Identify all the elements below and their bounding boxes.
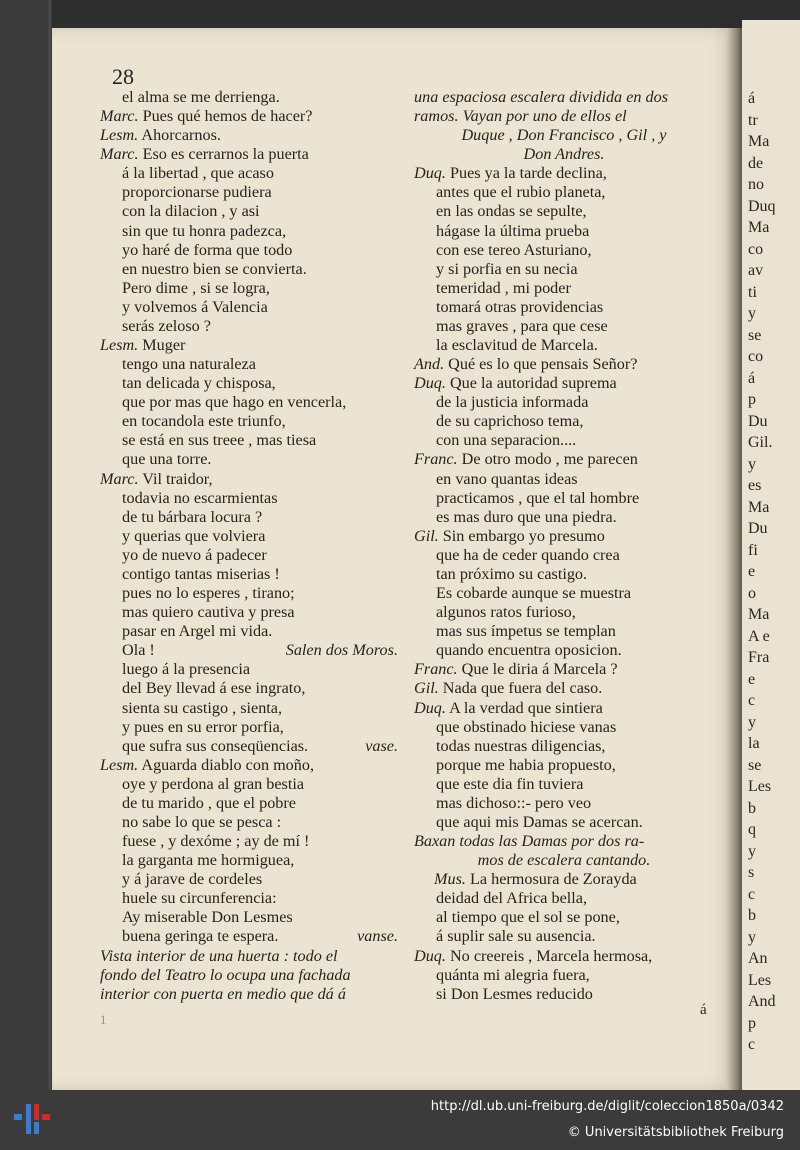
line-text: á la libertad , que acaso bbox=[122, 164, 274, 183]
line-text: que por mas que hago en vencerla, bbox=[122, 393, 347, 412]
line-text: Que la autoridad suprema bbox=[449, 374, 617, 393]
line-text: tomará otras providencias bbox=[436, 297, 604, 316]
line-text: porque me habia propuesto, bbox=[436, 755, 616, 774]
text-line bbox=[100, 336, 400, 355]
line-text: no sabe lo que se pesca : bbox=[122, 812, 282, 831]
stage-direction: vanse. bbox=[357, 927, 398, 946]
line-text: practicamos , que el tal hombre bbox=[436, 488, 640, 507]
next-page-fragment: c bbox=[748, 692, 756, 709]
text-line bbox=[414, 737, 714, 756]
line-text: deidad del Africa bella, bbox=[436, 889, 588, 908]
next-page-fragment: p bbox=[748, 391, 756, 408]
text-line bbox=[414, 260, 714, 279]
next-page-fragment: b bbox=[748, 907, 756, 924]
line-text: todas nuestras diligencias, bbox=[436, 736, 606, 755]
next-page-fragment: Gil. bbox=[748, 434, 773, 451]
line-text: Vil traidor, bbox=[142, 469, 213, 488]
line-text: con una separacion.... bbox=[436, 431, 577, 450]
text-line bbox=[414, 699, 714, 718]
line-text: No creereis , Marcela hermosa, bbox=[449, 946, 653, 965]
line-text: huele su circunferencia: bbox=[122, 889, 277, 908]
next-page-fragment: co bbox=[748, 240, 764, 258]
line-text: en las ondas se sepulte, bbox=[436, 202, 587, 221]
line-text: á suplir sale su ausencia. bbox=[436, 927, 596, 946]
text-line bbox=[100, 966, 400, 985]
next-page-fragment: Ma bbox=[748, 606, 770, 623]
line-text: en nuestro bien se convierta. bbox=[122, 259, 307, 278]
text-line bbox=[414, 298, 714, 317]
text-line bbox=[100, 298, 400, 317]
next-page-fragment: ti bbox=[748, 283, 757, 301]
line-text: mos de escalera cantando. bbox=[477, 851, 651, 870]
line-text: interior con puerta en medio que dá á bbox=[100, 984, 346, 1003]
bottom-mark: 1 bbox=[100, 1012, 107, 1027]
line-text: tengo una naturaleza bbox=[122, 355, 256, 374]
line-text: en tocandola este triunfo, bbox=[122, 412, 286, 431]
line-text: mas sus ímpetus se templan bbox=[436, 622, 616, 641]
line-text: contigo tantas miserias ! bbox=[122, 564, 280, 583]
line-text: sin que tu honra padezca, bbox=[122, 221, 287, 240]
text-line bbox=[100, 450, 400, 469]
text-line bbox=[414, 832, 714, 851]
next-page-fragment: Ma bbox=[748, 219, 770, 236]
text-line bbox=[414, 107, 714, 126]
next-page-fragment: se bbox=[748, 326, 762, 344]
line-text: Es cobarde aunque se muestra bbox=[436, 584, 632, 603]
library-logo-icon bbox=[12, 1100, 52, 1140]
next-page-edge bbox=[742, 20, 800, 1090]
viewer-footer bbox=[0, 1090, 800, 1150]
text-line bbox=[414, 450, 714, 469]
text-line bbox=[414, 355, 714, 374]
text-line bbox=[414, 183, 714, 202]
line-text: antes que el rubio planeta, bbox=[436, 183, 606, 202]
next-page-fragment: y bbox=[748, 305, 756, 322]
line-text: mas quiero cautiva y presa bbox=[122, 603, 295, 622]
text-line bbox=[100, 374, 400, 393]
text-line bbox=[414, 603, 714, 622]
line-text: y volvemos á Valencia bbox=[122, 297, 268, 316]
text-line bbox=[414, 546, 714, 565]
next-page-fragment: y bbox=[748, 455, 756, 473]
line-text: se está en sus treee , mas tiesa bbox=[122, 431, 317, 450]
line-text: Baxan todas las Damas por dos ra- bbox=[414, 832, 645, 851]
line-text: Que le diria á Marcela ? bbox=[461, 660, 618, 679]
text-line bbox=[100, 775, 400, 794]
text-line bbox=[100, 183, 400, 202]
text-line bbox=[100, 851, 400, 870]
line-text: La hermosura de Zorayda bbox=[469, 870, 637, 889]
line-text: una espaciosa escalera dividida en dos bbox=[414, 88, 669, 106]
text-line bbox=[100, 527, 400, 546]
text-line bbox=[414, 927, 714, 946]
text-line bbox=[414, 660, 714, 679]
line-text: mas dichoso::- pero veo bbox=[436, 793, 592, 812]
line-text: yo de nuevo á padecer bbox=[122, 545, 267, 564]
line-text: es mas duro que una piedra. bbox=[436, 507, 617, 526]
text-line bbox=[100, 489, 400, 508]
text-line bbox=[100, 889, 400, 908]
page-number: 28 bbox=[112, 64, 134, 89]
line-text: que obstinado hiciese vanas bbox=[436, 717, 617, 736]
next-page-fragment: p bbox=[748, 1014, 756, 1032]
line-text: con ese tereo Asturiano, bbox=[436, 240, 592, 259]
text-line bbox=[414, 565, 714, 584]
text-line bbox=[100, 393, 400, 412]
line-text: todavia no escarmientas bbox=[122, 488, 278, 507]
text-line bbox=[100, 546, 400, 565]
line-text: pasar en Argel mi vida. bbox=[122, 622, 273, 641]
text-line bbox=[414, 908, 714, 927]
line-text: con la dilacion , y asi bbox=[122, 202, 260, 221]
speaker-label: Marc. bbox=[100, 145, 139, 164]
next-page-fragment: la bbox=[748, 735, 760, 752]
line-text: oye y perdona al gran bestia bbox=[122, 774, 305, 793]
speaker-label: Gil. bbox=[414, 526, 439, 545]
text-line bbox=[100, 317, 400, 336]
text-line bbox=[100, 222, 400, 241]
next-page-fragment: es bbox=[748, 477, 762, 494]
text-line bbox=[100, 470, 400, 489]
text-line bbox=[100, 145, 400, 164]
next-page-fragment: y bbox=[748, 928, 756, 946]
line-text: fondo del Teatro lo ocupa una fachada bbox=[100, 965, 351, 984]
text-line bbox=[100, 756, 400, 775]
next-page-fragment: o bbox=[748, 584, 756, 602]
text-line bbox=[100, 88, 400, 107]
line-text: proporcionarse pudiera bbox=[122, 183, 272, 202]
text-line bbox=[414, 336, 714, 355]
line-text: Ahorcarnos. bbox=[141, 126, 221, 145]
text-line bbox=[100, 794, 400, 813]
text-line bbox=[100, 260, 400, 279]
text-line bbox=[414, 431, 714, 450]
text-line bbox=[414, 374, 714, 393]
speaker-label: Duq. bbox=[414, 374, 446, 393]
text-line bbox=[100, 660, 400, 679]
speaker-label: Duq. bbox=[414, 698, 446, 717]
line-text: algunos ratos furioso, bbox=[436, 603, 576, 622]
speaker-label: Duq. bbox=[414, 164, 446, 183]
text-line bbox=[100, 279, 400, 298]
line-text: tan delicada y chisposa, bbox=[122, 374, 276, 393]
text-line bbox=[100, 565, 400, 584]
text-line bbox=[100, 241, 400, 260]
next-page-fragment: de bbox=[748, 154, 764, 172]
next-page-fragment: tr bbox=[748, 111, 758, 129]
text-line bbox=[414, 527, 714, 546]
line-text: pues no lo esperes , tirano; bbox=[122, 584, 295, 603]
copyright-notice: © Universitätsbibliothek Freiburg bbox=[567, 1125, 784, 1140]
line-text: Pero dime , si se logra, bbox=[122, 278, 270, 297]
text-line bbox=[414, 985, 714, 1004]
text-line bbox=[100, 355, 400, 374]
text-line bbox=[414, 279, 714, 298]
line-text: sienta su castigo , sienta, bbox=[122, 698, 283, 717]
line-text: el alma se me derrienga. bbox=[122, 88, 280, 106]
text-line bbox=[414, 241, 714, 260]
text-line bbox=[414, 622, 714, 641]
text-line bbox=[414, 947, 714, 966]
text-line bbox=[414, 889, 714, 908]
text-line bbox=[414, 851, 714, 870]
text-line bbox=[100, 412, 400, 431]
line-text: que una torre. bbox=[122, 450, 212, 469]
text-line bbox=[100, 718, 400, 737]
text-line bbox=[414, 489, 714, 508]
next-page-fragment: y bbox=[748, 713, 756, 731]
text-line bbox=[100, 870, 400, 889]
speaker-label: Marc. bbox=[100, 469, 139, 488]
text-line bbox=[414, 393, 714, 412]
line-text: que ha de ceder quando crea bbox=[436, 545, 620, 564]
stage-direction: vase. bbox=[365, 736, 398, 755]
next-page-fragment: s bbox=[748, 864, 755, 881]
next-page-fragment: Duq bbox=[748, 197, 776, 215]
line-text: Ay miserable Don Lesmes bbox=[122, 908, 293, 927]
line-text: tan próximo su castigo. bbox=[436, 564, 588, 583]
text-line bbox=[414, 508, 714, 527]
text-line bbox=[414, 164, 714, 183]
next-page-fragment: Du bbox=[748, 520, 768, 537]
text-line bbox=[100, 126, 400, 145]
line-text: Duque , Don Francisco , Gil , y bbox=[461, 126, 667, 145]
next-page-fragment: Les bbox=[748, 971, 772, 989]
line-text: y pues en su error porfia, bbox=[122, 717, 284, 736]
line-text: la garganta me hormiguea, bbox=[122, 851, 295, 870]
speaker-label: Duq. bbox=[414, 946, 446, 965]
text-line bbox=[100, 679, 400, 698]
line-text: de tu marido , que el pobre bbox=[122, 793, 296, 812]
line-text: ramos. Vayan por uno de ellos el bbox=[414, 107, 627, 126]
line-text: buena geringa te espera. bbox=[122, 927, 279, 946]
next-page-fragment: Les bbox=[748, 778, 772, 795]
text-line bbox=[414, 88, 714, 107]
next-page-fragment: av bbox=[748, 262, 764, 279]
next-page-fragment: c bbox=[748, 885, 756, 903]
text-line bbox=[100, 431, 400, 450]
line-text: y á jarave de cordeles bbox=[122, 870, 263, 889]
line-text: Nada que fuera del caso. bbox=[442, 679, 603, 698]
text-line bbox=[414, 317, 714, 336]
line-text: luego á la presencia bbox=[122, 660, 251, 679]
line-text: la esclavitud de Marcela. bbox=[436, 336, 598, 355]
right-text-column bbox=[414, 88, 714, 1004]
text-line bbox=[414, 412, 714, 431]
next-page-fragment: no bbox=[748, 176, 764, 193]
text-line bbox=[414, 641, 714, 660]
text-line bbox=[414, 966, 714, 985]
text-line bbox=[414, 870, 714, 889]
line-text: Muger bbox=[142, 336, 186, 355]
next-page-fragment: And bbox=[748, 993, 776, 1010]
text-line bbox=[100, 737, 400, 756]
speaker-label: Gil. bbox=[414, 679, 439, 698]
text-line bbox=[414, 584, 714, 603]
speaker-label: Marc. bbox=[100, 107, 139, 126]
text-line bbox=[414, 679, 714, 698]
next-page-fragment: Ma bbox=[748, 498, 770, 516]
text-line bbox=[100, 641, 400, 660]
line-text: quando encuentra oposicion. bbox=[436, 641, 622, 660]
speaker-label: Franc. bbox=[414, 660, 458, 679]
next-page-fragment: e bbox=[748, 563, 756, 580]
text-line bbox=[414, 756, 714, 775]
text-line bbox=[414, 145, 714, 164]
next-page-fragment: Fra bbox=[748, 649, 770, 666]
line-text: Sin embargo yo presumo bbox=[442, 526, 605, 545]
text-line bbox=[414, 813, 714, 832]
speaker-label: And. bbox=[414, 355, 445, 374]
line-text: en vano quantas ideas bbox=[436, 469, 578, 488]
text-line bbox=[100, 832, 400, 851]
stage-direction: Salen dos Moros. bbox=[285, 641, 398, 660]
text-line bbox=[414, 718, 714, 737]
document-url-link[interactable]: http://dl.ub.uni-freiburg.de/diglit/coleccion1850a/0342 bbox=[430, 1099, 784, 1114]
line-text: y si porfia en su necia bbox=[436, 259, 578, 278]
line-text: yo haré de forma que todo bbox=[122, 240, 293, 259]
line-text: A la verdad que sintiera bbox=[449, 698, 603, 717]
line-text: de tu bárbara locura ? bbox=[122, 507, 263, 526]
line-text: que sufra sus conseqüencias. bbox=[122, 736, 309, 755]
line-text: Vista interior de una huerta : todo el bbox=[100, 946, 338, 965]
line-text: de su caprichoso tema, bbox=[436, 412, 584, 431]
speaker-label: Lesm. bbox=[100, 755, 139, 774]
next-page-fragment: An bbox=[748, 950, 768, 967]
text-line bbox=[100, 985, 400, 1004]
next-page-fragment: co bbox=[748, 348, 764, 365]
next-page-fragment: y bbox=[748, 842, 756, 860]
catchword: á bbox=[700, 1002, 707, 1018]
text-line bbox=[100, 947, 400, 966]
line-text: serás zeloso ? bbox=[122, 316, 211, 335]
text-line bbox=[100, 927, 400, 946]
text-line bbox=[100, 622, 400, 641]
next-page-fragment: b bbox=[748, 799, 756, 817]
text-line bbox=[414, 470, 714, 489]
text-line bbox=[100, 908, 400, 927]
line-text: Pues qué hemos de hacer? bbox=[142, 107, 313, 126]
line-text: Qué es lo que pensais Señor? bbox=[448, 355, 638, 374]
next-page-fragment: A e bbox=[748, 627, 770, 645]
text-line bbox=[100, 164, 400, 183]
text-line bbox=[414, 126, 714, 145]
line-text: Don Andres. bbox=[523, 145, 605, 164]
line-text: del Bey llevad á ese ingrato, bbox=[122, 679, 306, 698]
next-page-fragment: Ma bbox=[748, 133, 770, 150]
line-text: de la justicia informada bbox=[436, 393, 589, 412]
line-text: mas graves , para que cese bbox=[436, 316, 608, 335]
next-page-fragment: á bbox=[748, 369, 756, 387]
line-text: quánta mi alegria fuera, bbox=[436, 965, 590, 984]
line-text: hágase la última prueba bbox=[436, 221, 590, 240]
line-text: temeridad , mi poder bbox=[436, 278, 571, 297]
next-page-fragment: á bbox=[748, 90, 756, 107]
text-line bbox=[100, 202, 400, 221]
line-text: Ola ! bbox=[122, 641, 155, 660]
line-text: si Don Lesmes reducido bbox=[436, 984, 593, 1003]
next-page-fragment: se bbox=[748, 756, 762, 774]
speaker-label: Mus. bbox=[434, 870, 466, 889]
line-text: De otro modo , me parecen bbox=[461, 450, 638, 469]
line-text: Eso es cerrarnos la puerta bbox=[142, 145, 309, 164]
line-text: Aguarda diablo con moño, bbox=[141, 755, 315, 774]
next-page-fragment: Du bbox=[748, 412, 768, 430]
text-line bbox=[414, 222, 714, 241]
text-line bbox=[100, 584, 400, 603]
next-page-fragment: q bbox=[748, 821, 756, 838]
text-line bbox=[100, 603, 400, 622]
text-line bbox=[100, 813, 400, 832]
line-text: al tiempo que el sol se pone, bbox=[436, 908, 620, 927]
speaker-label: Lesm. bbox=[100, 126, 139, 145]
next-page-fragment: fi bbox=[748, 541, 758, 559]
line-text: que aqui mis Damas se acercan. bbox=[436, 812, 643, 831]
text-line bbox=[414, 775, 714, 794]
line-text: que este dia fin tuviera bbox=[436, 774, 584, 793]
text-line bbox=[100, 508, 400, 527]
speaker-label: Lesm. bbox=[100, 336, 139, 355]
line-text: fuese , y dexóme ; ay de mí ! bbox=[122, 832, 310, 851]
text-line bbox=[414, 202, 714, 221]
text-line bbox=[100, 107, 400, 126]
text-line bbox=[100, 699, 400, 718]
next-page-fragment: e bbox=[748, 670, 756, 688]
left-text-column bbox=[100, 88, 400, 1004]
line-text: y querias que volviera bbox=[122, 526, 266, 545]
next-page-fragment: c bbox=[748, 1036, 756, 1053]
line-text: Pues ya la tarde declina, bbox=[449, 164, 607, 183]
speaker-label: Franc. bbox=[414, 450, 458, 469]
text-line bbox=[414, 794, 714, 813]
